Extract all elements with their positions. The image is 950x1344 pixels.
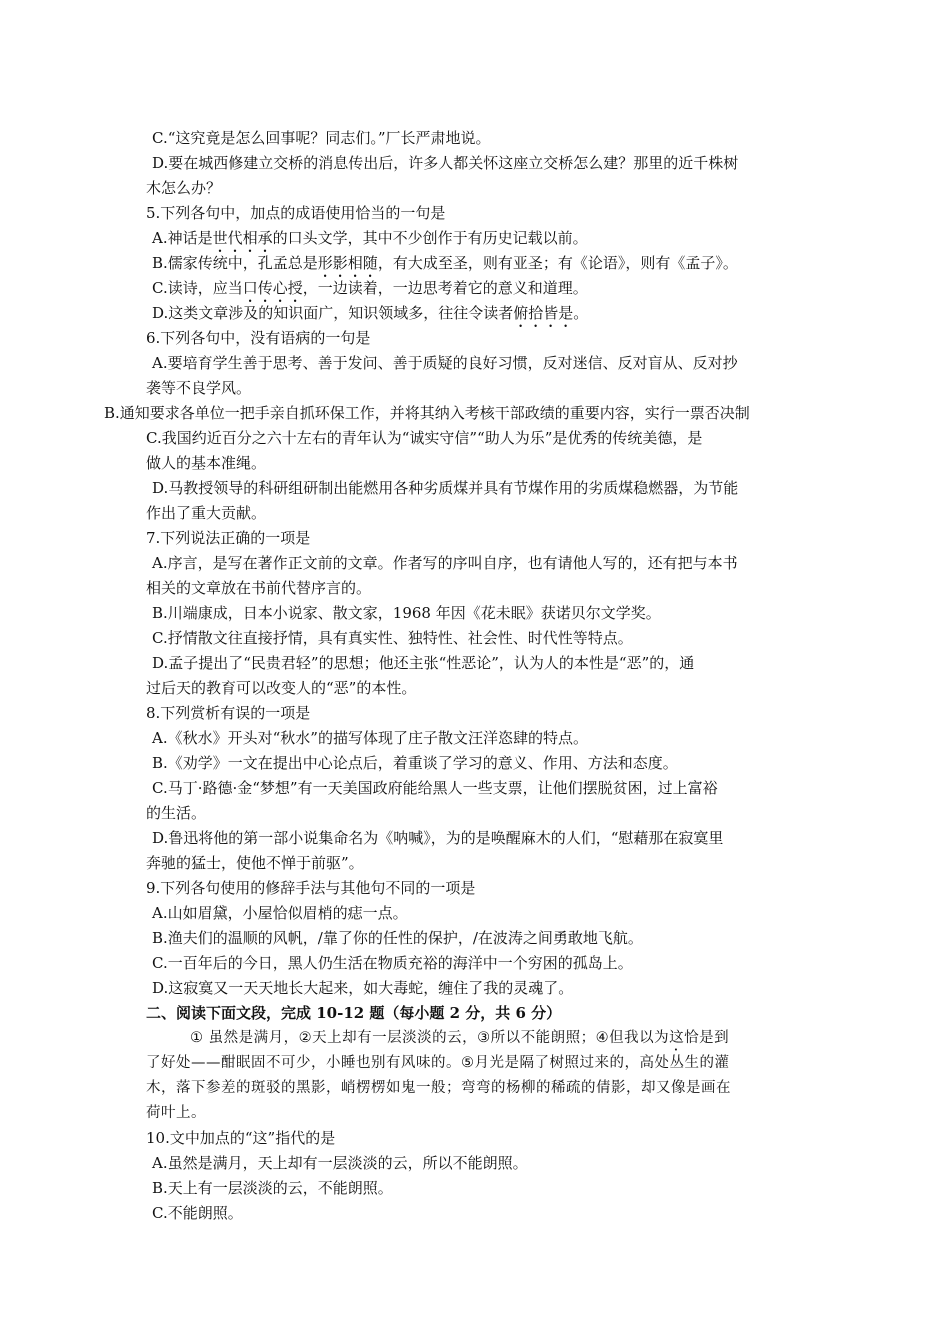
q10-option-b: B.天上有一层淡淡的云，不能朗照。 xyxy=(152,1179,393,1197)
q4-option-d-line1: D.要在城西修建立交桥的消息传出后，许多人都关怀这座立交桥怎么建？那里的近千株树 xyxy=(152,154,739,172)
q5-option-c xyxy=(152,278,588,306)
q5-option-b xyxy=(152,253,738,281)
q5-option-a xyxy=(152,228,588,256)
q6-option-d-line2: 作出了重大贡献。 xyxy=(146,504,267,522)
q7-option-d-line2: 过后天的教育可以改变人的“恶”的本性。 xyxy=(146,679,417,697)
q5-c-post: ，一边读着，一边思考着它的意义和道理。 xyxy=(302,279,588,297)
q5-d-post: 。 xyxy=(573,304,589,322)
q9-option-b: B.渔夫们的温顺的风帆，/靠了你的任性的保护，/在波涛之间勇敢地飞航。 xyxy=(152,929,643,947)
q7-option-c: C.抒情散文往直接抒情，具有真实性、独特性、社会性、时代性等特点。 xyxy=(152,629,633,647)
q8-option-d-line1: D.鲁迅将他的第一部小说集命名为《呐喊》，为的是唤醒麻木的人们，“慰藉那在寂寞里 xyxy=(152,829,724,847)
q10-stem: 10.文中加点的“这”指代的是 xyxy=(146,1129,336,1147)
passage-line4: 荷叶上。 xyxy=(146,1105,206,1121)
q7-stem: 7.下列说法正确的一项是 xyxy=(146,529,311,547)
q9-stem: 9.下列各句使用的修辞手法与其他句不同的一项是 xyxy=(146,879,476,897)
q8-option-d-line2: 奔驰的猛士，使他不惮于前驱”。 xyxy=(146,854,364,872)
q10-option-c: C.不能朗照。 xyxy=(152,1204,243,1222)
q8-option-b: B.《劝学》一文在提出中心论点后，着重谈了学习的意义、作用、方法和态度。 xyxy=(152,754,678,772)
passage-line1-post: 恰是到 xyxy=(684,1030,730,1046)
passage-dotted-word: 这 xyxy=(669,1030,685,1046)
q5-b-idiom: 形影相随 xyxy=(317,254,378,272)
q5-a-pre: A.神话是 xyxy=(152,229,213,247)
q6-option-a-line2: 袭等不良学风。 xyxy=(146,379,252,397)
q5-b-post: ，有大成至圣，则有亚圣；有《论语》，则有《孟子》。 xyxy=(377,254,738,272)
q7-option-a-line2: 相关的文章放在书前代替序言的。 xyxy=(146,579,372,597)
q7-option-d-line1: D.孟子提出了“民贵君轻”的思想；他还主张“性恶论”，认为人的本性是“恶”的，通 xyxy=(152,654,695,672)
q9-option-c: C.一百年后的今日，黑人仍生活在物质充裕的海洋中一个穷困的孤岛上。 xyxy=(152,954,633,972)
q5-c-idiom: 口传心授 xyxy=(242,279,303,297)
passage-line1-pre: ① 虽然是满月，②天上却有一层淡淡的云，③所以不能朗照；④但我以为 xyxy=(190,1030,670,1046)
q8-option-c-line2: 的生活。 xyxy=(146,804,207,822)
q6-option-d-line1: D.马教授领导的科研组研制出能燃用各种劣质煤并具有节煤作用的劣质煤稳燃器，为节能 xyxy=(152,479,739,497)
q5-d-idiom: 俯拾皆是 xyxy=(513,304,574,322)
passage-line1 xyxy=(190,1028,729,1054)
passage-line3: 木，落下参差的斑驳的黑影，峭楞楞如鬼一般；弯弯的杨柳的稀疏的倩影，却又像是画在 xyxy=(146,1080,731,1096)
q5-stem: 5.下列各句中，加点的成语使用恰当的一句是 xyxy=(146,204,446,222)
q4-option-d-line2: 木怎么办？ xyxy=(146,179,222,197)
q5-a-idiom: 世代相承 xyxy=(212,229,273,247)
q9-option-a: A.山如眉黛，小屋恰似眉梢的痣一点。 xyxy=(152,904,408,922)
q6-option-b: B.通知要求各单位一把手亲自抓环保工作，并将其纳入考核干部政绩的重要内容，实行一票否决制 xyxy=(104,404,750,422)
q5-a-post: 的口头文学，其中不少创作于有历史记载以前。 xyxy=(272,229,588,247)
q10-option-a: A.虽然是满月，天上却有一层淡淡的云，所以不能朗照。 xyxy=(152,1154,528,1172)
q5-c-pre: C.读诗，应当 xyxy=(152,279,243,297)
section-2-heading: 二、阅读下面文段，完成 10-12 题（每小题 2 分，共 6 分） xyxy=(146,1004,562,1022)
q5-option-d xyxy=(152,303,588,331)
q8-stem: 8.下列赏析有误的一项是 xyxy=(146,704,311,722)
q5-d-pre: D.这类文章涉及的知识面广，知识领域多，往往令读者 xyxy=(152,304,514,322)
q7-option-b: B.川端康成，日本小说家、散文家，1968 年因《花未眠》获诺贝尔文学奖。 xyxy=(152,604,661,622)
q4-option-c: C.“这究竟是怎么回事呢？同志们。”厂长严肃地说。 xyxy=(152,129,491,147)
q6-stem: 6.下列各句中，没有语病的一句是 xyxy=(146,329,371,347)
q9-option-d: D.这寂寞又一天天地长大起来，如大毒蛇，缠住了我的灵魂了。 xyxy=(152,979,574,997)
q8-option-a: A.《秋水》开头对“秋水”的描写体现了庄子散文汪洋恣肆的特点。 xyxy=(152,729,588,747)
q6-option-a-line1: A.要培育学生善于思考、善于发问、善于质疑的良好习惯，反对迷信、反对盲从、反对抄 xyxy=(152,354,738,372)
q6-option-c-line2: 做人的基本准绳。 xyxy=(146,454,267,472)
q5-b-pre: B.儒家传统中，孔孟总是 xyxy=(152,254,318,272)
q6-option-c-line1: C.我国约近百分之六十左右的青年认为“诚实守信”“助人为乐”是优秀的传统美德，是 xyxy=(146,429,703,447)
q8-option-c-line1: C.马丁·路德·金“梦想”有一天美国政府能给黑人一些支票，让他们摆脱贫困，过上富裕 xyxy=(152,779,718,797)
q7-option-a-line1: A.序言，是写在著作正文前的文章。作者写的序叫自序，也有请他人写的，还有把与本书 xyxy=(152,554,738,572)
passage-line2: 了好处——酣眠固不可少，小睡也别有风味的。⑤月光是隔了树照过来的，高处丛生的灌 xyxy=(146,1055,730,1071)
